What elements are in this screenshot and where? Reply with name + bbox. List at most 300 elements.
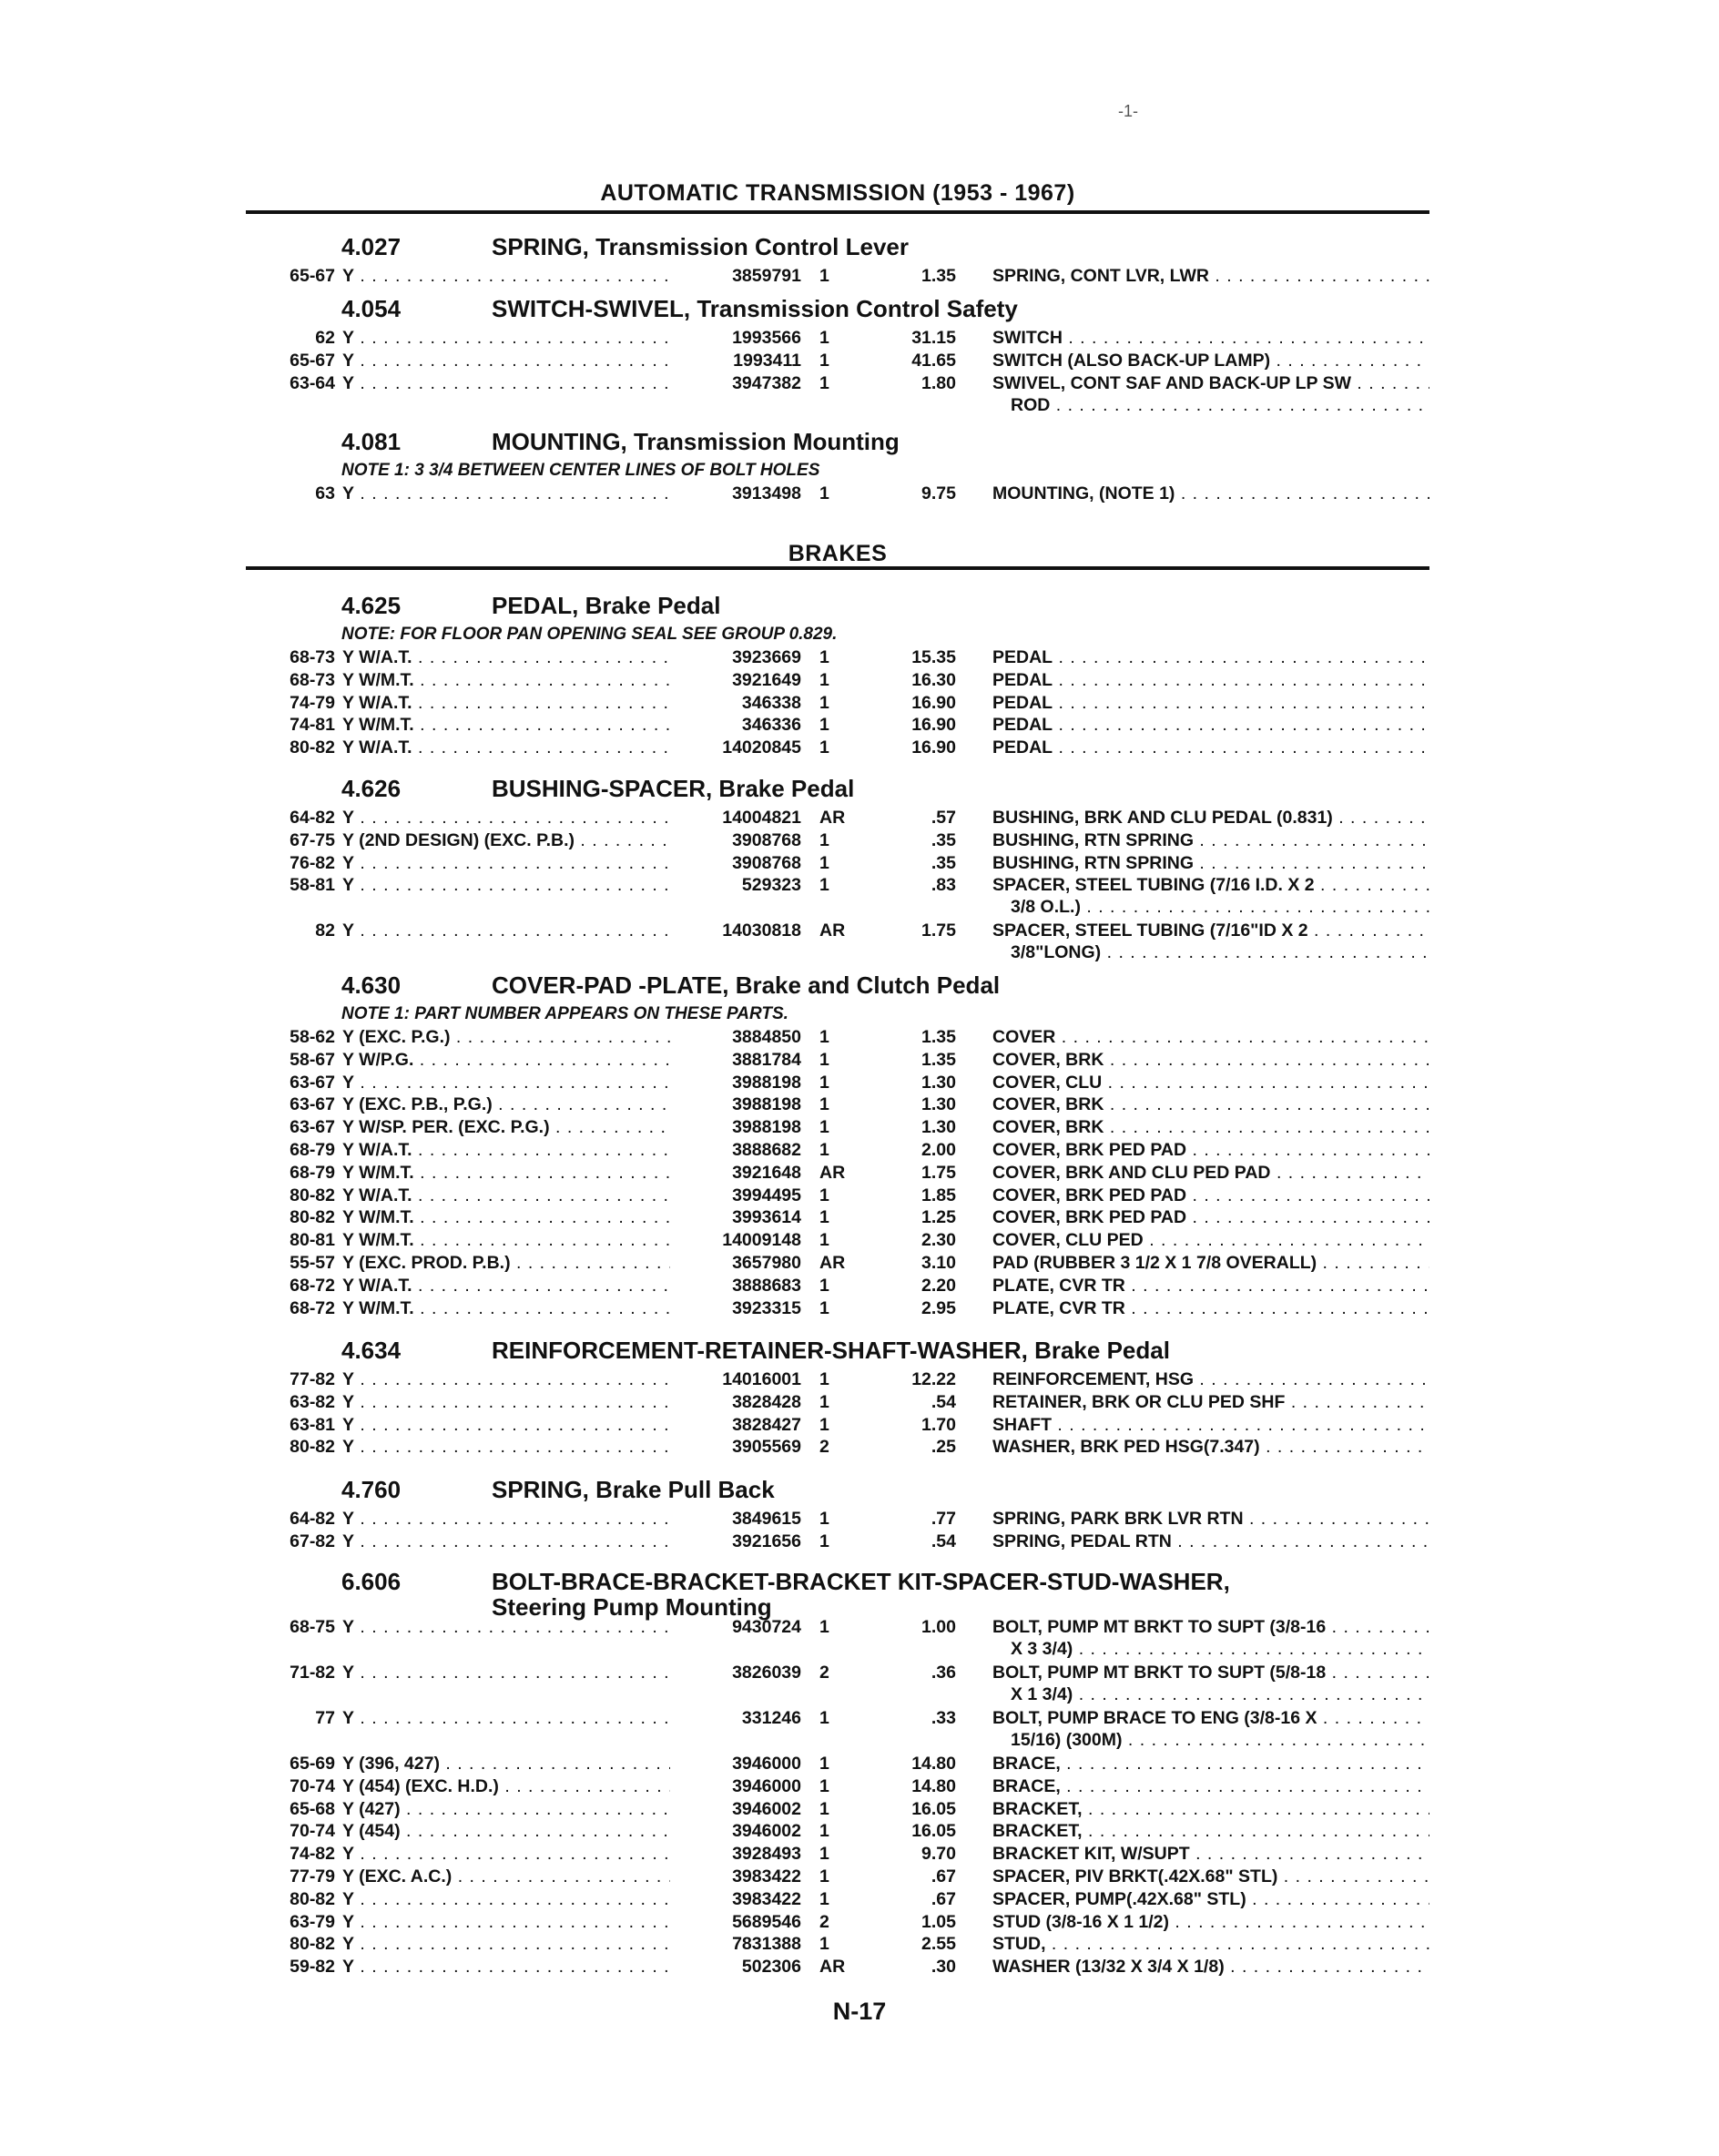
- application: Y (EXC. P.B., P.G.) . . .: [342, 1094, 670, 1115]
- application: Y . . .: [342, 1392, 670, 1413]
- application: Y W/A.T. . . .: [342, 693, 670, 714]
- application: Y . . .: [342, 483, 670, 504]
- description: COVER, BRK PED PAD . . .: [992, 1207, 1429, 1228]
- application: Y (396, 427) . . .: [342, 1754, 670, 1775]
- application: Y . . .: [342, 1369, 670, 1390]
- part-number: 3657980: [732, 1252, 801, 1273]
- part-number: 3983422: [732, 1888, 801, 1909]
- part-number: 1993411: [733, 350, 801, 371]
- quantity: AR: [819, 1252, 846, 1273]
- model-years: 65-69: [290, 1754, 335, 1774]
- group-header: [264, 1476, 1448, 1509]
- description: BRACKET, . . .: [992, 1821, 1429, 1842]
- part-row: [264, 1230, 1448, 1253]
- quantity: 1: [819, 1049, 829, 1070]
- group-number: 4.630: [341, 971, 402, 999]
- application: Y . . .: [342, 1957, 670, 1978]
- description: STUD (3/8-16 X 1 1/2) . . .: [992, 1912, 1429, 1933]
- part-number: 529323: [741, 875, 801, 896]
- quantity: 1: [819, 1027, 829, 1047]
- group-number: 4.626: [341, 775, 402, 802]
- price: 31.15: [911, 328, 956, 348]
- description: COVER, BRK PED PAD . . .: [992, 1140, 1429, 1161]
- part-number: 3888683: [732, 1275, 801, 1296]
- description: WASHER, BRK PED HSG(7.347) . . .: [992, 1437, 1429, 1458]
- quantity: 1: [819, 1708, 829, 1728]
- model-years: 68-72: [290, 1297, 335, 1318]
- price: 3.10: [921, 1252, 956, 1273]
- part-row: [264, 1934, 1448, 1957]
- description: SHAFT . . .: [992, 1415, 1429, 1436]
- application: Y W/M.T. . . .: [342, 715, 670, 736]
- quantity: 1: [819, 350, 829, 371]
- model-years: 62: [315, 328, 335, 348]
- description: BRACE, . . .: [992, 1754, 1429, 1775]
- model-years: 65-67: [290, 266, 335, 286]
- section-title-automatic-transmission: AUTOMATIC TRANSMISSION (1953 - 1967): [600, 180, 1075, 206]
- part-number: 3921649: [732, 669, 801, 690]
- section-rule: [246, 566, 1429, 570]
- part-number: 331246: [741, 1708, 801, 1728]
- model-years: 77: [315, 1708, 335, 1728]
- group-note: NOTE 1: PART NUMBER APPEARS ON THESE PARTS.: [341, 1004, 788, 1023]
- part-row: [264, 1912, 1448, 1935]
- application: Y . . .: [342, 373, 670, 394]
- group-title: SPRING, Transmission Control Lever: [492, 233, 909, 260]
- application: Y . . .: [342, 328, 670, 349]
- model-years: 74-79: [290, 692, 335, 713]
- part-number: 14009148: [722, 1230, 801, 1251]
- price: 1.85: [921, 1185, 956, 1205]
- model-years: 67-75: [290, 829, 335, 850]
- application: Y W/A.T. . . .: [342, 1185, 670, 1206]
- price: .33: [931, 1708, 956, 1728]
- model-years: 68-73: [290, 647, 335, 667]
- group-number: 4.081: [341, 428, 402, 455]
- quantity: 1: [819, 1369, 829, 1389]
- part-number: 3826039: [732, 1663, 801, 1683]
- price: 2.20: [921, 1275, 956, 1296]
- price: .77: [931, 1509, 956, 1529]
- price: .67: [931, 1866, 956, 1886]
- description: MOUNTING, (NOTE 1) . . .: [992, 483, 1429, 504]
- part-number: 3884850: [732, 1027, 801, 1047]
- quantity: 1: [819, 1775, 829, 1796]
- application: Y (EXC. PROD. P.B.) . . .: [342, 1253, 670, 1274]
- application: Y . . .: [342, 1437, 670, 1458]
- application: Y W/M.T. . . .: [342, 1163, 670, 1184]
- quantity: 1: [819, 1844, 829, 1865]
- description-continued: 3/8"LONG) . . .: [1011, 942, 1429, 963]
- part-row: [264, 328, 1448, 351]
- model-years: 63-79: [290, 1911, 335, 1932]
- model-years: 70-74: [290, 1775, 335, 1796]
- description: SPACER, PUMP(.42X.68" STL) . . .: [992, 1889, 1429, 1910]
- price: 2.55: [921, 1934, 956, 1955]
- quantity: 1: [819, 1094, 829, 1115]
- description: PEDAL . . .: [992, 647, 1429, 668]
- part-row: [264, 670, 1448, 693]
- application: Y . . .: [342, 351, 670, 371]
- description: COVER, CLU PED . . .: [992, 1230, 1429, 1251]
- application: Y . . .: [342, 1708, 670, 1729]
- part-row: [264, 1185, 1448, 1208]
- model-years: 80-82: [290, 1437, 335, 1458]
- group-title: BOLT-BRACE-BRACKET-BRACKET KIT-SPACER-STUD-WASHER,: [492, 1568, 1230, 1595]
- group-note: NOTE 1: 3 3/4 BETWEEN CENTER LINES OF BOLT HOLES: [341, 461, 820, 480]
- description: COVER, BRK PED PAD . . .: [992, 1185, 1429, 1206]
- application: Y (EXC. P.G.) . . .: [342, 1027, 670, 1048]
- model-years: 82: [315, 920, 335, 941]
- part-number: 3859791: [732, 266, 801, 286]
- part-row: [264, 1708, 1448, 1754]
- model-years: 63-81: [290, 1414, 335, 1435]
- application: Y . . .: [342, 1415, 670, 1436]
- description-continued: X 3 3/4) . . .: [1011, 1639, 1429, 1660]
- quantity: 1: [819, 669, 829, 690]
- group-number: 4.625: [341, 592, 402, 619]
- price: 15.35: [911, 647, 956, 667]
- part-number: 3946002: [732, 1798, 801, 1819]
- quantity: 1: [819, 1185, 829, 1205]
- model-years: 58-62: [290, 1027, 335, 1047]
- part-row: [264, 1276, 1448, 1298]
- application: Y (454) (EXC. H.D.) . . .: [342, 1776, 670, 1797]
- part-number: 3923315: [732, 1297, 801, 1318]
- quantity: 1: [819, 1866, 829, 1886]
- part-number: 9430724: [732, 1617, 801, 1637]
- description: COVER, CLU . . .: [992, 1073, 1429, 1093]
- quantity: 1: [819, 1509, 829, 1529]
- description: COVER, BRK AND CLU PED PAD . . .: [992, 1163, 1429, 1184]
- price: 1.05: [921, 1911, 956, 1932]
- description: SPACER, STEEL TUBING (7/16 I.D. X 2 . . .: [992, 875, 1429, 896]
- quantity: 1: [819, 1754, 829, 1774]
- section-title-brakes: BRAKES: [788, 541, 888, 566]
- application: Y (427) . . .: [342, 1799, 670, 1820]
- part-row: [264, 1844, 1448, 1866]
- quantity: 1: [819, 1275, 829, 1296]
- price: 1.75: [921, 920, 956, 941]
- part-number: 3908768: [732, 852, 801, 873]
- part-row: [264, 715, 1448, 737]
- part-row: [264, 1094, 1448, 1117]
- quantity: AR: [819, 1162, 846, 1183]
- part-number: 3921648: [732, 1162, 801, 1183]
- application: Y W/SP. PER. (EXC. P.G.) . . .: [342, 1117, 670, 1138]
- price: .30: [931, 1957, 956, 1978]
- group-4-626: [264, 775, 1448, 966]
- application: Y (454) . . .: [342, 1821, 670, 1842]
- description: COVER . . .: [992, 1027, 1429, 1048]
- page-number: N-17: [832, 1998, 887, 2025]
- quantity: 1: [819, 875, 829, 896]
- part-row: [264, 1163, 1448, 1185]
- model-years: 63-67: [290, 1072, 335, 1093]
- application: Y . . .: [342, 1617, 670, 1638]
- quantity: 1: [819, 829, 829, 850]
- part-row: [264, 1207, 1448, 1230]
- model-years: 80-81: [290, 1230, 335, 1251]
- model-years: 68-72: [290, 1275, 335, 1296]
- model-years: 68-79: [290, 1139, 335, 1160]
- part-number: 346338: [741, 692, 801, 713]
- group-4-054: [264, 295, 1448, 419]
- part-number: 14016001: [722, 1369, 801, 1389]
- model-years: 64-82: [290, 1509, 335, 1529]
- description: SPACER, PIV BRKT(.42X.68" STL) . . .: [992, 1866, 1429, 1887]
- price: 1.35: [921, 1027, 956, 1047]
- description: BOLT, PUMP BRACE TO ENG (3/8-16 X . . .: [992, 1708, 1429, 1729]
- part-row: [264, 1889, 1448, 1912]
- description-continued: 3/8 O.L.) . . .: [1011, 897, 1429, 918]
- price: 1.25: [921, 1207, 956, 1228]
- model-years: 59-82: [290, 1957, 335, 1978]
- part-number: 3828428: [732, 1391, 801, 1412]
- price: 9.75: [921, 483, 956, 503]
- application: Y . . .: [342, 875, 670, 896]
- group-header: [264, 775, 1448, 808]
- quantity: 1: [819, 692, 829, 713]
- description: PEDAL . . .: [992, 715, 1429, 736]
- description: BUSHING, RTN SPRING . . .: [992, 830, 1429, 851]
- group-4-630: [264, 971, 1448, 1320]
- group-title: BUSHING-SPACER, Brake Pedal: [492, 775, 855, 802]
- part-number: 3947382: [732, 372, 801, 393]
- part-number: 3908768: [732, 829, 801, 850]
- description: SPRING, PARK BRK LVR RTN . . .: [992, 1509, 1429, 1530]
- application: Y W/M.T. . . .: [342, 1207, 670, 1228]
- description-continued: X 1 3/4) . . .: [1011, 1684, 1429, 1705]
- part-row: [264, 1073, 1448, 1095]
- quantity: 1: [819, 1617, 829, 1637]
- model-years: 80-82: [290, 1888, 335, 1909]
- price: 16.30: [911, 669, 956, 690]
- model-years: 80-82: [290, 1185, 335, 1205]
- part-number: 14004821: [722, 808, 801, 828]
- model-years: 68-73: [290, 669, 335, 690]
- group-number: 4.760: [341, 1476, 402, 1503]
- price: 16.05: [911, 1798, 956, 1819]
- part-number: 3849615: [732, 1509, 801, 1529]
- group-title: SPRING, Brake Pull Back: [492, 1476, 775, 1503]
- part-number: 3913498: [732, 483, 801, 503]
- part-number: 3993614: [732, 1207, 801, 1228]
- description: SWIVEL, CONT SAF AND BACK-UP LP SW . . .: [992, 373, 1429, 394]
- description: SWITCH (ALSO BACK-UP LAMP) . . .: [992, 351, 1429, 371]
- quantity: 2: [819, 1663, 829, 1683]
- part-row: [264, 875, 1448, 920]
- description: COVER, BRK . . .: [992, 1050, 1429, 1071]
- application: Y . . .: [342, 853, 670, 874]
- part-row: [264, 351, 1448, 373]
- model-years: 68-75: [290, 1617, 335, 1637]
- part-number: 3994495: [732, 1185, 801, 1205]
- description: REINFORCEMENT, HSG . . .: [992, 1369, 1429, 1390]
- quantity: 1: [819, 1117, 829, 1138]
- part-row: [264, 373, 1448, 419]
- quantity: 1: [819, 737, 829, 758]
- part-number: 14030818: [722, 920, 801, 941]
- part-number: 3928493: [732, 1844, 801, 1865]
- model-years: 58-67: [290, 1049, 335, 1070]
- part-row: [264, 1298, 1448, 1321]
- quantity: 1: [819, 483, 829, 503]
- part-number: 3946000: [732, 1775, 801, 1796]
- application: Y W/M.T. . . .: [342, 1230, 670, 1251]
- price: 41.65: [911, 350, 956, 371]
- part-row: [264, 1415, 1448, 1438]
- part-number: 3983422: [732, 1866, 801, 1886]
- quantity: 1: [819, 1821, 829, 1842]
- price: 1.35: [921, 266, 956, 286]
- price: 1.80: [921, 372, 956, 393]
- description: PEDAL . . .: [992, 670, 1429, 691]
- part-row: [264, 1027, 1448, 1050]
- quantity: 1: [819, 1934, 829, 1955]
- part-number: 3946000: [732, 1754, 801, 1774]
- part-number: 3946002: [732, 1821, 801, 1842]
- part-number: 3881784: [732, 1049, 801, 1070]
- quantity: 1: [819, 1798, 829, 1819]
- part-row: [264, 920, 1448, 966]
- price: 16.90: [911, 692, 956, 713]
- model-years: 80-82: [290, 1934, 335, 1955]
- application: Y . . .: [342, 1531, 670, 1552]
- price: 16.90: [911, 715, 956, 736]
- part-row: [264, 1957, 1448, 1979]
- quantity: 1: [819, 1072, 829, 1093]
- application: Y W/P.G. . . .: [342, 1050, 670, 1071]
- group-number: 4.634: [341, 1337, 402, 1364]
- part-row: [264, 1776, 1448, 1799]
- price: 1.30: [921, 1072, 956, 1093]
- quantity: 2: [819, 1911, 829, 1932]
- price: 1.30: [921, 1117, 956, 1138]
- quantity: 1: [819, 1297, 829, 1318]
- quantity: 1: [819, 266, 829, 286]
- application: Y . . .: [342, 1073, 670, 1093]
- quantity: 1: [819, 1207, 829, 1228]
- part-number: 3921656: [732, 1531, 801, 1551]
- part-number: 3988198: [732, 1072, 801, 1093]
- model-years: 80-82: [290, 737, 335, 758]
- group-header: [264, 592, 1448, 625]
- quantity: 1: [819, 1888, 829, 1909]
- group-title: REINFORCEMENT-RETAINER-SHAFT-WASHER, Brake Pedal: [492, 1337, 1170, 1364]
- group-4-760: [264, 1476, 1448, 1554]
- part-row: [264, 1663, 1448, 1708]
- group-6-606: [264, 1568, 1448, 1979]
- quantity: 1: [819, 372, 829, 393]
- part-row: [264, 1369, 1448, 1392]
- part-row: [264, 1253, 1448, 1276]
- group-title: SWITCH-SWIVEL, Transmission Control Safety: [492, 295, 1018, 322]
- model-years: 74-82: [290, 1844, 335, 1865]
- part-number: 3988198: [732, 1094, 801, 1115]
- description: BUSHING, RTN SPRING . . .: [992, 853, 1429, 874]
- quantity: 2: [819, 1437, 829, 1458]
- price: 16.90: [911, 737, 956, 758]
- part-row: [264, 808, 1448, 830]
- quantity: 1: [819, 1391, 829, 1412]
- group-4-027: [264, 233, 1448, 289]
- application: Y W/M.T. . . .: [342, 670, 670, 691]
- model-years: 74-81: [290, 715, 335, 736]
- part-row: [264, 737, 1448, 760]
- part-row: [264, 647, 1448, 670]
- part-number: 5689546: [732, 1911, 801, 1932]
- price: 2.00: [921, 1139, 956, 1160]
- part-number: 346336: [741, 715, 801, 736]
- price: 16.05: [911, 1821, 956, 1842]
- part-number: 14020845: [722, 737, 801, 758]
- description: PEDAL . . .: [992, 693, 1429, 714]
- price: .67: [931, 1888, 956, 1909]
- model-years: 55-57: [290, 1252, 335, 1273]
- part-row: [264, 1509, 1448, 1531]
- part-row: [264, 1821, 1448, 1844]
- description: SPRING, CONT LVR, LWR . . .: [992, 266, 1429, 287]
- description: BRACE, . . .: [992, 1776, 1429, 1797]
- application: Y . . .: [342, 1509, 670, 1530]
- model-years: 77-79: [290, 1866, 335, 1886]
- model-years: 64-82: [290, 808, 335, 828]
- application: Y . . .: [342, 808, 670, 829]
- application: Y W/A.T. . . .: [342, 1140, 670, 1161]
- model-years: 70-74: [290, 1821, 335, 1842]
- group-title: COVER-PAD -PLATE, Brake and Clutch Pedal: [492, 971, 1001, 999]
- part-number: 3905569: [732, 1437, 801, 1458]
- application: Y W/A.T. . . .: [342, 647, 670, 668]
- group-title: PEDAL, Brake Pedal: [492, 592, 721, 619]
- price: .83: [931, 875, 956, 896]
- part-row: [264, 266, 1448, 289]
- group-title-continued: Steering Pump Mounting: [492, 1593, 772, 1621]
- model-years: 65-67: [290, 350, 335, 371]
- model-years: 65-68: [290, 1798, 335, 1819]
- price: 1.00: [921, 1617, 956, 1637]
- part-row: [264, 693, 1448, 716]
- price: 14.80: [911, 1754, 956, 1774]
- part-row: [264, 830, 1448, 853]
- part-row: [264, 1754, 1448, 1776]
- price: .54: [931, 1531, 956, 1551]
- part-row: [264, 1799, 1448, 1822]
- description-continued: ROD . . .: [1011, 395, 1429, 416]
- application: Y (EXC. A.C.) . . .: [342, 1866, 670, 1887]
- group-header: [264, 295, 1448, 328]
- part-row: [264, 1437, 1448, 1459]
- quantity: 1: [819, 852, 829, 873]
- description: SPRING, PEDAL RTN . . .: [992, 1531, 1429, 1552]
- quantity: 1: [819, 1414, 829, 1435]
- description: STUD, . . .: [992, 1934, 1429, 1955]
- application: Y . . .: [342, 1934, 670, 1955]
- application: Y (2ND DESIGN) (EXC. P.B.) . . .: [342, 830, 670, 851]
- part-number: 7831388: [732, 1934, 801, 1955]
- model-years: 58-81: [290, 875, 335, 896]
- group-4-634: [264, 1337, 1448, 1459]
- part-number: 3828427: [732, 1414, 801, 1435]
- price: .54: [931, 1391, 956, 1412]
- description: BRACKET KIT, W/SUPT . . .: [992, 1844, 1429, 1865]
- application: Y . . .: [342, 1912, 670, 1933]
- model-years: 63-64: [290, 372, 335, 393]
- price: 9.70: [921, 1844, 956, 1865]
- part-row: [264, 483, 1448, 506]
- model-years: 63-67: [290, 1117, 335, 1138]
